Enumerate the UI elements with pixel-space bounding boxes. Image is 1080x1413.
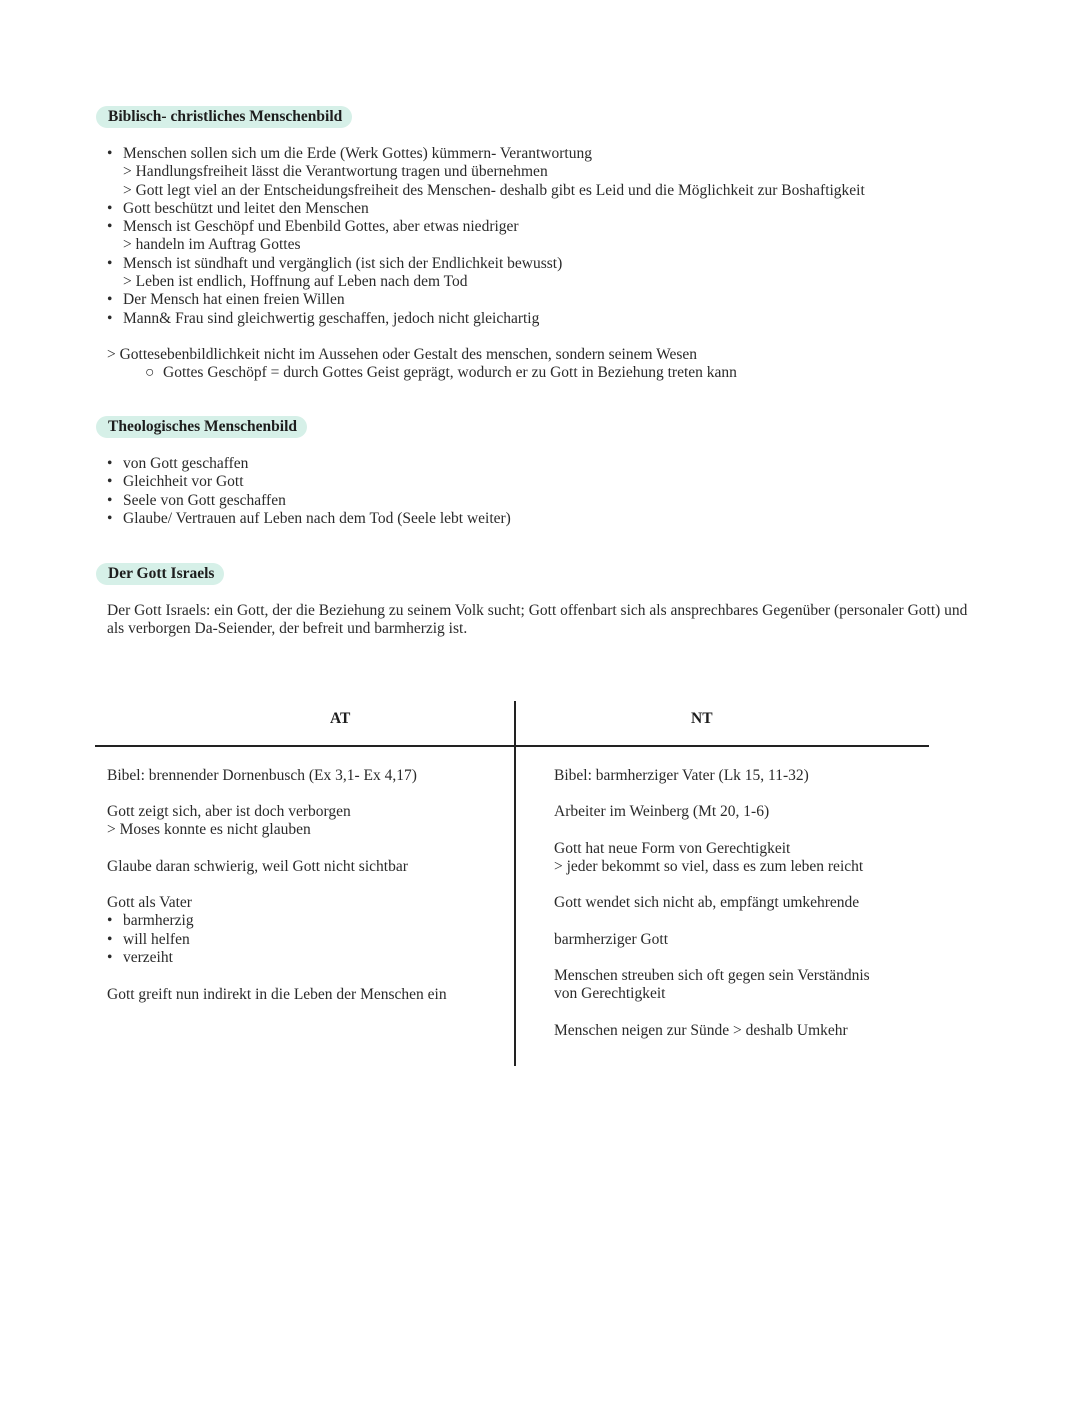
bullet-icon: • [107, 491, 113, 509]
list-subitem: > Gott legt viel an der Entscheidungsfreiheit des Menschen- deshalb gibt es Leid und die Möglichkeit zur Boshaftigkeit [123, 181, 865, 199]
table-column-divider [514, 701, 516, 1066]
nt-arbeiter: Arbeiter im Weinberg (Mt 20, 1-6) [554, 803, 770, 820]
list-item: • Gott beschützt und leitet den Menschen [107, 199, 369, 217]
list-subitem: > Leben ist endlich, Hoffnung auf Leben nach dem Tod [123, 273, 468, 291]
list-item: • Glaube/ Vertrauen auf Leben nach dem Tod (Seele lebt weiter) [107, 509, 511, 527]
gott-israels-paragraph: Der Gott Israels: ein Gott, der die Beziehung zu seinem Volk sucht; Gott offenbart sich als ansprechbares Gegenüber (personaler Gott) und als verborgen Da-Seiender, der befreit und barmherzig ist. [107, 602, 968, 638]
list-item: • Mann& Frau sind gleichwertig geschaffen, jedoch nicht gleichartig [107, 309, 540, 327]
section-heading-gott-israels: Der Gott Israels [96, 563, 224, 585]
bullet-icon: • [107, 309, 113, 327]
at-greift-ein: Gott greift nun indirekt in die Leben der Menschen ein [107, 986, 447, 1003]
section1-list [107, 145, 865, 328]
nt-streuben: Menschen streuben sich oft gegen sein Verständnis von Gerechtigkeit [554, 967, 870, 1003]
list-subitem: > handeln im Auftrag Gottes [123, 236, 301, 254]
list-item: • Gleichheit vor Gott [107, 473, 244, 491]
at-bibel: Bibel: brennender Dornenbusch (Ex 3,1- Ex 4,17) [107, 767, 417, 784]
bullet-icon: • [107, 509, 113, 527]
bullet-icon: • [107, 948, 113, 966]
bullet-icon: • [107, 455, 113, 472]
at-glaube: Glaube daran schwierig, weil Gott nicht sichtbar [107, 858, 408, 875]
nt-bibel: Bibel: barmherziger Vater (Lk 15, 11-32) [554, 767, 809, 784]
section2-list [107, 455, 511, 528]
list-item: • verzeiht [107, 948, 173, 966]
column-header-at: AT [330, 710, 351, 727]
list-item: • von Gott geschaffen [107, 455, 249, 472]
list-item: • will helfen [107, 930, 190, 948]
list-item: • Seele von Gott geschaffen [107, 491, 286, 509]
column-header-nt: NT [691, 710, 713, 727]
bullet-icon: • [107, 930, 113, 948]
bullet-icon: • [107, 145, 113, 162]
section1-note [107, 346, 737, 383]
list-item: • Menschen sollen sich um die Erde (Werk Gottes) kümmern- Verantwortung [107, 145, 592, 162]
circle-bullet-icon: ○ [145, 364, 155, 382]
list-subitem: > Handlungsfreiheit lässt die Verantwortung tragen und übernehmen [123, 163, 548, 181]
at-zeigt-sich: Gott zeigt sich, aber ist doch verborgen > Moses konnte es nicht glauben [107, 803, 351, 839]
bullet-icon: • [107, 291, 113, 309]
bullet-icon: • [107, 473, 113, 491]
section-heading-theologisch: Theologisches Menschenbild [96, 416, 307, 438]
nt-gerechtigkeit: Gott hat neue Form von Gerechtigkeit > jeder bekommt so viel, dass es zum leben reicht [554, 840, 864, 876]
list-item: • Mensch ist Geschöpf und Ebenbild Gottes, aber etwas niedriger [107, 218, 519, 236]
list-item: • barmherzig [107, 912, 194, 930]
note-line: > Gottesebenbildlichkeit nicht im Aussehen oder Gestalt des menschen, sondern seinem Wesen [107, 346, 698, 363]
note-subitem: ○ Gottes Geschöpf = durch Gottes Geist geprägt, wodurch er zu Gott in Beziehung treten kann [145, 364, 737, 382]
nt-wendet-sich: Gott wendet sich nicht ab, empfängt umkehrende [554, 894, 860, 911]
table-header-divider [95, 745, 929, 747]
at-gott-als-vater: Gott als Vater • barmherzig • will helfen • verzeiht [107, 894, 194, 966]
bullet-icon: • [107, 199, 113, 217]
bullet-icon: • [107, 218, 113, 236]
list-item: • Der Mensch hat einen freien Willen [107, 291, 345, 309]
bullet-icon: • [107, 254, 113, 272]
nt-neigen: Menschen neigen zur Sünde > deshalb Umkehr [554, 1022, 848, 1039]
list-item: • Mensch ist sündhaft und vergänglich (ist sich der Endlichkeit bewusst) [107, 254, 563, 272]
nt-barmherzig: barmherziger Gott [554, 931, 669, 948]
section-heading-biblisch: Biblisch- christliches Menschenbild [96, 106, 352, 128]
bullet-icon: • [107, 912, 113, 930]
